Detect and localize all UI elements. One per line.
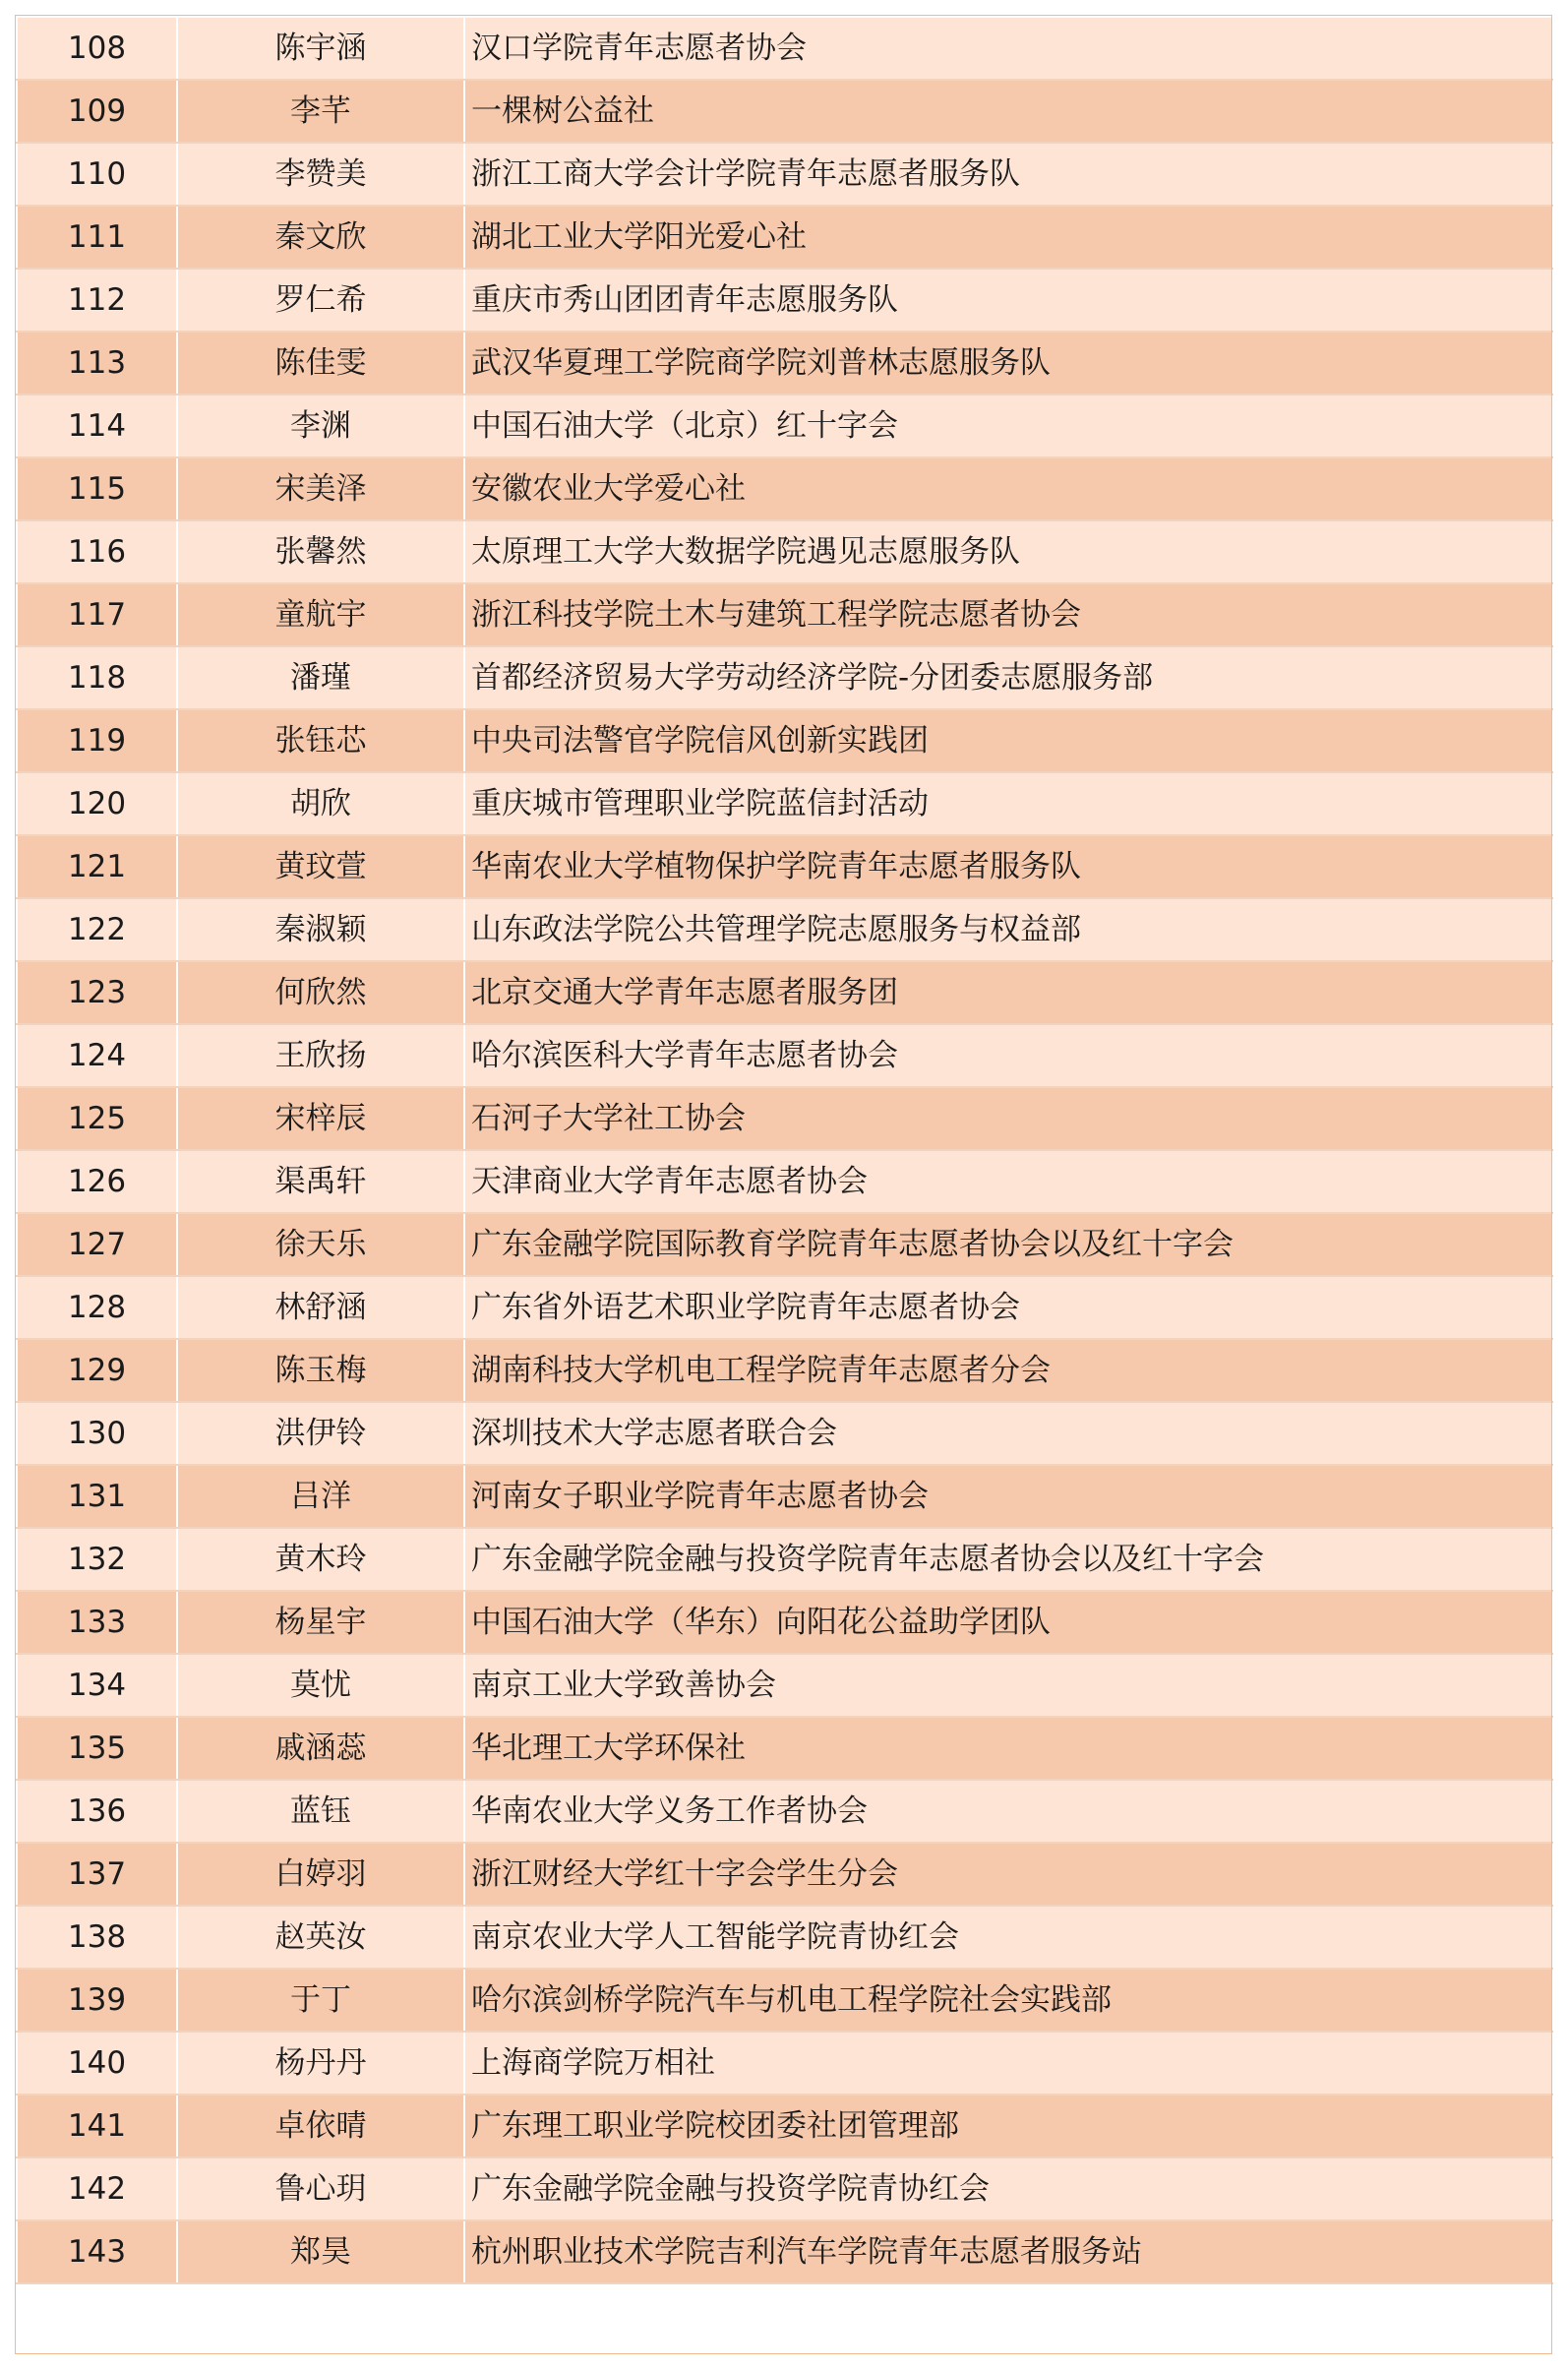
table-row [17,898,1552,961]
person-name-cell: 李赞美 [177,143,464,206]
person-name-cell: 卓依晴 [177,2095,464,2157]
table-row [17,1717,1552,1780]
organization-cell: 广东金融学院国际教育学院青年志愿者协会以及红十字会 [464,1213,1552,1276]
person-name-cell: 渠禹轩 [177,1150,464,1213]
person-name-cell: 白婷羽 [177,1843,464,1906]
organization-cell: 河南女子职业学院青年志愿者协会 [464,1465,1552,1528]
table-body [17,17,1552,2283]
organization-cell: 浙江财经大学红十字会学生分会 [464,1843,1552,1906]
person-name-cell: 徐天乐 [177,1213,464,1276]
organization-cell: 浙江科技学院土木与建筑工程学院志愿者协会 [464,583,1552,646]
person-name-cell: 张馨然 [177,520,464,583]
organization-cell: 石河子大学社工协会 [464,1087,1552,1150]
row-number-cell: 136 [17,1780,177,1843]
person-name-cell: 杨星宇 [177,1591,464,1654]
row-number-cell: 123 [17,961,177,1024]
organization-cell: 浙江工商大学会计学院青年志愿者服务队 [464,143,1552,206]
person-name-cell: 郑昊 [177,2220,464,2283]
organization-cell: 重庆市秀山团团青年志愿服务队 [464,269,1552,332]
row-number-cell: 139 [17,1969,177,2032]
person-name-cell: 蓝钰 [177,1780,464,1843]
person-name-cell: 戚涵蕊 [177,1717,464,1780]
table-row [17,835,1552,898]
table-row [17,709,1552,772]
row-number-cell: 129 [17,1339,177,1402]
volunteer-table-container [16,16,1551,2284]
person-name-cell: 宋美泽 [177,457,464,520]
table-row [17,1276,1552,1339]
table-row [17,1843,1552,1906]
person-name-cell: 宋梓辰 [177,1087,464,1150]
person-name-cell: 林舒涵 [177,1276,464,1339]
person-name-cell: 黄玟萱 [177,835,464,898]
row-number-cell: 118 [17,646,177,709]
person-name-cell: 吕洋 [177,1465,464,1528]
organization-cell: 首都经济贸易大学劳动经济学院-分团委志愿服务部 [464,646,1552,709]
organization-cell: 广东理工职业学院校团委社团管理部 [464,2095,1552,2157]
organization-cell: 一棵树公益社 [464,80,1552,143]
row-number-cell: 135 [17,1717,177,1780]
table-row [17,961,1552,1024]
organization-cell: 湖北工业大学阳光爱心社 [464,206,1552,269]
organization-cell: 汉口学院青年志愿者协会 [464,17,1552,80]
row-number-cell: 121 [17,835,177,898]
table-row [17,269,1552,332]
table-row [17,1339,1552,1402]
table-row [17,1213,1552,1276]
row-number-cell: 127 [17,1213,177,1276]
table-row [17,520,1552,583]
person-name-cell: 洪伊铃 [177,1402,464,1465]
row-number-cell: 112 [17,269,177,332]
row-number-cell: 120 [17,772,177,835]
row-number-cell: 122 [17,898,177,961]
organization-cell: 湖南科技大学机电工程学院青年志愿者分会 [464,1339,1552,1402]
row-number-cell: 132 [17,1528,177,1591]
organization-cell: 南京农业大学人工智能学院青协红会 [464,1906,1552,1969]
table-row [17,1024,1552,1087]
row-number-cell: 111 [17,206,177,269]
person-name-cell: 黄木玲 [177,1528,464,1591]
person-name-cell: 杨丹丹 [177,2032,464,2095]
table-row [17,772,1552,835]
organization-cell: 华南农业大学义务工作者协会 [464,1780,1552,1843]
row-number-cell: 128 [17,1276,177,1339]
volunteer-table [16,16,1553,2284]
table-row [17,583,1552,646]
organization-cell: 杭州职业技术学院吉利汽车学院青年志愿者服务站 [464,2220,1552,2283]
person-name-cell: 李芊 [177,80,464,143]
table-row [17,457,1552,520]
row-number-cell: 110 [17,143,177,206]
table-row [17,2095,1552,2157]
organization-cell: 山东政法学院公共管理学院志愿服务与权益部 [464,898,1552,961]
organization-cell: 华北理工大学环保社 [464,1717,1552,1780]
table-row [17,1591,1552,1654]
row-number-cell: 119 [17,709,177,772]
table-row [17,2032,1552,2095]
row-number-cell: 130 [17,1402,177,1465]
table-row [17,206,1552,269]
organization-cell: 哈尔滨剑桥学院汽车与机电工程学院社会实践部 [464,1969,1552,2032]
person-name-cell: 胡欣 [177,772,464,835]
table-row [17,1150,1552,1213]
table-row [17,395,1552,457]
organization-cell: 中国石油大学（北京）红十字会 [464,395,1552,457]
row-number-cell: 114 [17,395,177,457]
table-row [17,1969,1552,2032]
organization-cell: 中国石油大学（华东）向阳花公益助学团队 [464,1591,1552,1654]
organization-cell: 北京交通大学青年志愿者服务团 [464,961,1552,1024]
table-row [17,1528,1552,1591]
row-number-cell: 137 [17,1843,177,1906]
person-name-cell: 莫忧 [177,1654,464,1717]
organization-cell: 哈尔滨医科大学青年志愿者协会 [464,1024,1552,1087]
person-name-cell: 何欣然 [177,961,464,1024]
table-row [17,1465,1552,1528]
organization-cell: 南京工业大学致善协会 [464,1654,1552,1717]
row-number-cell: 126 [17,1150,177,1213]
person-name-cell: 李渊 [177,395,464,457]
organization-cell: 重庆城市管理职业学院蓝信封活动 [464,772,1552,835]
organization-cell: 广东省外语艺术职业学院青年志愿者协会 [464,1276,1552,1339]
row-number-cell: 117 [17,583,177,646]
organization-cell: 华南农业大学植物保护学院青年志愿者服务队 [464,835,1552,898]
table-row [17,1906,1552,1969]
row-number-cell: 141 [17,2095,177,2157]
row-number-cell: 116 [17,520,177,583]
table-row [17,1654,1552,1717]
table-row [17,143,1552,206]
organization-cell: 广东金融学院金融与投资学院青年志愿者协会以及红十字会 [464,1528,1552,1591]
organization-cell: 武汉华夏理工学院商学院刘普林志愿服务队 [464,332,1552,395]
row-number-cell: 131 [17,1465,177,1528]
organization-cell: 深圳技术大学志愿者联合会 [464,1402,1552,1465]
person-name-cell: 潘瑾 [177,646,464,709]
table-row [17,1087,1552,1150]
organization-cell: 天津商业大学青年志愿者协会 [464,1150,1552,1213]
row-number-cell: 113 [17,332,177,395]
person-name-cell: 秦文欣 [177,206,464,269]
row-number-cell: 124 [17,1024,177,1087]
row-number-cell: 108 [17,17,177,80]
row-number-cell: 115 [17,457,177,520]
person-name-cell: 于丁 [177,1969,464,2032]
person-name-cell: 罗仁希 [177,269,464,332]
organization-cell: 上海商学院万相社 [464,2032,1552,2095]
person-name-cell: 王欣扬 [177,1024,464,1087]
person-name-cell: 童航宇 [177,583,464,646]
person-name-cell: 张钰芯 [177,709,464,772]
table-row [17,332,1552,395]
table-row [17,2157,1552,2220]
organization-cell: 中央司法警官学院信风创新实践团 [464,709,1552,772]
person-name-cell: 陈宇涵 [177,17,464,80]
row-number-cell: 134 [17,1654,177,1717]
table-row [17,2220,1552,2283]
row-number-cell: 125 [17,1087,177,1150]
person-name-cell: 陈佳雯 [177,332,464,395]
table-row [17,80,1552,143]
person-name-cell: 陈玉梅 [177,1339,464,1402]
organization-cell: 太原理工大学大数据学院遇见志愿服务队 [464,520,1552,583]
table-row [17,1780,1552,1843]
person-name-cell: 赵英汝 [177,1906,464,1969]
row-number-cell: 140 [17,2032,177,2095]
row-number-cell: 133 [17,1591,177,1654]
table-row [17,646,1552,709]
person-name-cell: 鲁心玥 [177,2157,464,2220]
row-number-cell: 143 [17,2220,177,2283]
row-number-cell: 138 [17,1906,177,1969]
organization-cell: 广东金融学院金融与投资学院青协红会 [464,2157,1552,2220]
organization-cell: 安徽农业大学爱心社 [464,457,1552,520]
person-name-cell: 秦淑颖 [177,898,464,961]
row-number-cell: 109 [17,80,177,143]
row-number-cell: 142 [17,2157,177,2220]
table-row [17,17,1552,80]
table-row [17,1402,1552,1465]
